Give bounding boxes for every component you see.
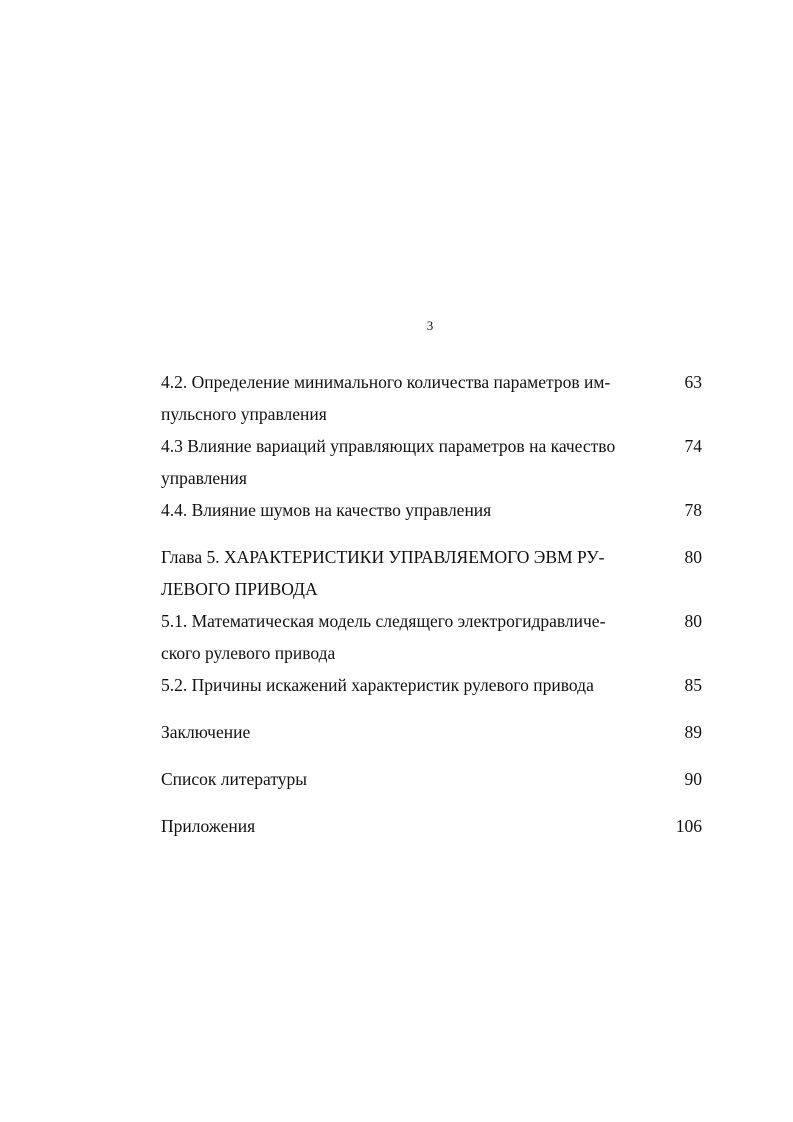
toc-entry-chapter-5 <box>161 541 706 605</box>
toc-entry-references <box>161 763 706 795</box>
toc-entry-title: Список литературы <box>161 769 308 789</box>
toc-entry-conclusion <box>161 716 706 748</box>
toc-entry-title: 4.4. Влияние шумов на качество управления <box>161 500 492 520</box>
toc-entry-4-2 <box>161 366 706 430</box>
toc-entry-page: 80 <box>684 611 702 631</box>
toc-entry-page: 78 <box>684 500 702 520</box>
table-of-contents <box>161 366 706 842</box>
toc-entry-title: 5.2. Причины искажений характеристик рулевого привода <box>161 675 594 695</box>
page-number: 3 <box>426 318 434 333</box>
toc-entry-page: 74 <box>684 436 702 456</box>
toc-entry-5-2 <box>161 669 706 701</box>
toc-entry-title: Заключение <box>161 722 251 742</box>
toc-entry-page: 80 <box>684 547 702 567</box>
toc-entry-title: Приложения <box>161 816 256 836</box>
toc-entry-page: 89 <box>684 722 702 742</box>
toc-entry-page: 90 <box>684 769 702 789</box>
toc-entry-appendices <box>161 810 706 842</box>
toc-entry-page: 85 <box>684 675 702 695</box>
toc-entry-page: 106 <box>675 816 702 836</box>
toc-entry-title: 4.2. Определение минимального количества параметров им- пульсного управления <box>161 372 611 424</box>
toc-entry-title: Глава 5. ХАРАКТЕРИСТИКИ УПРАВЛЯЕМОГО ЭВМ РУ- ЛЕВОГО ПРИВОДА <box>161 547 605 599</box>
toc-entry-title: 5.1. Математическая модель следящего электрогидравличе- ского рулевого привода <box>161 611 606 663</box>
toc-entry-4-4 <box>161 494 706 526</box>
toc-entry-4-3 <box>161 430 706 494</box>
toc-entry-title: 4.3 Влияние вариаций управляющих параметров на качество управления <box>161 436 616 488</box>
toc-entry-page: 63 <box>684 372 702 392</box>
toc-entry-5-1 <box>161 605 706 669</box>
